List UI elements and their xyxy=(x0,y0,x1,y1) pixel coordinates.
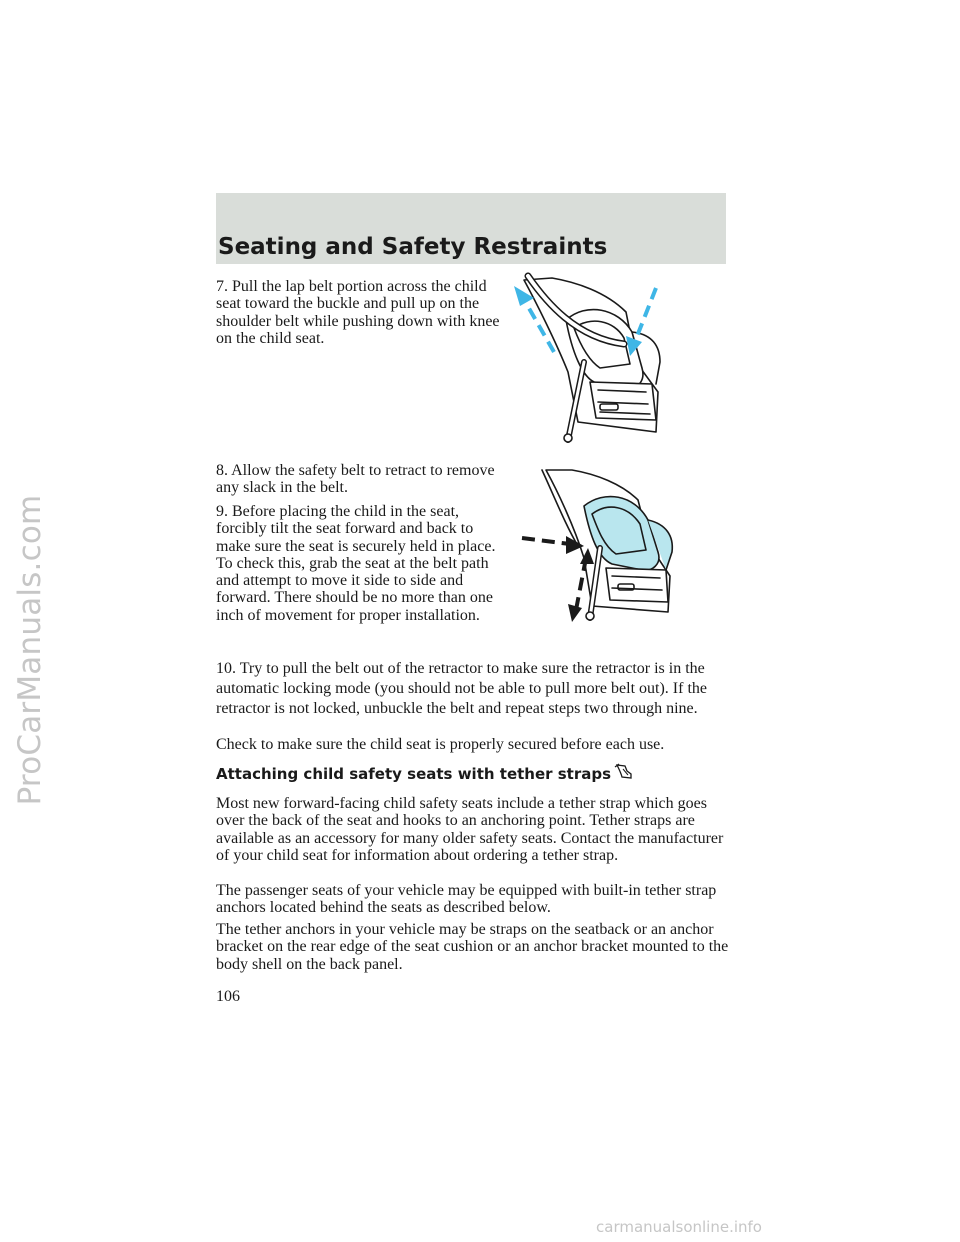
page-number: 106 xyxy=(216,988,240,1005)
footer-watermark: carmanualsonline.info xyxy=(596,1218,762,1236)
child-seat-icon xyxy=(613,763,633,781)
side-watermark-text: ProCarManuals.com xyxy=(12,494,48,806)
section-header xyxy=(216,193,726,264)
tether-heading xyxy=(216,763,633,783)
child-seat-illustration-2 xyxy=(518,466,680,626)
step-10-text: 10. Try to pull the belt out of the retractor to make sure the retractor is in the automatic locking mode (you should not be able to pull more belt out). If the retractor is not locked, unbuckle the belt and repeat steps two through nine. xyxy=(216,660,707,717)
step-9-text: 9. Before placing the child in the seat, forcibly tilt the seat forward and back to make sure the seat is securely held in place. To check this, grab the seat at the belt path and attempt to move it side to side and forward. There should be no more than one inch of movement for proper installation. xyxy=(216,503,496,624)
tether-heading-text: Attaching child safety seats with tether straps xyxy=(216,765,612,783)
step-8-text: 8. Allow the safety belt to retract to remove any slack in the belt. xyxy=(216,462,495,497)
tether-paragraph-1: Most new forward-facing child safety seats include a tether strap which goes over the back of the seat and hooks to an anchoring point. Tether straps are available as an accessory for many older safety seats. Contact the manufacturer of your child seat for information about ordering a tether strap. xyxy=(216,795,724,864)
check-text: Check to make sure the child seat is properly secured before each use. xyxy=(216,736,665,753)
tether-paragraph-2: The passenger seats of your vehicle may be equipped with built-in tether strap anchors located behind the seats as described below. xyxy=(216,882,717,917)
child-seat-illustration-1 xyxy=(506,272,676,444)
step-7-text: 7. Pull the lap belt portion across the child seat toward the buckle and pull up on the shoulder belt while pushing down with knee on the child seat. xyxy=(216,278,500,347)
side-watermark xyxy=(4,470,56,830)
section-title: Seating and Safety Restraints xyxy=(218,234,608,260)
tether-paragraph-3: The tether anchors in your vehicle may be straps on the seatback or an anchor bracket on the rear edge of the seat cushion or an anchor bracket mounted to the body shell on the back panel. xyxy=(216,921,729,973)
